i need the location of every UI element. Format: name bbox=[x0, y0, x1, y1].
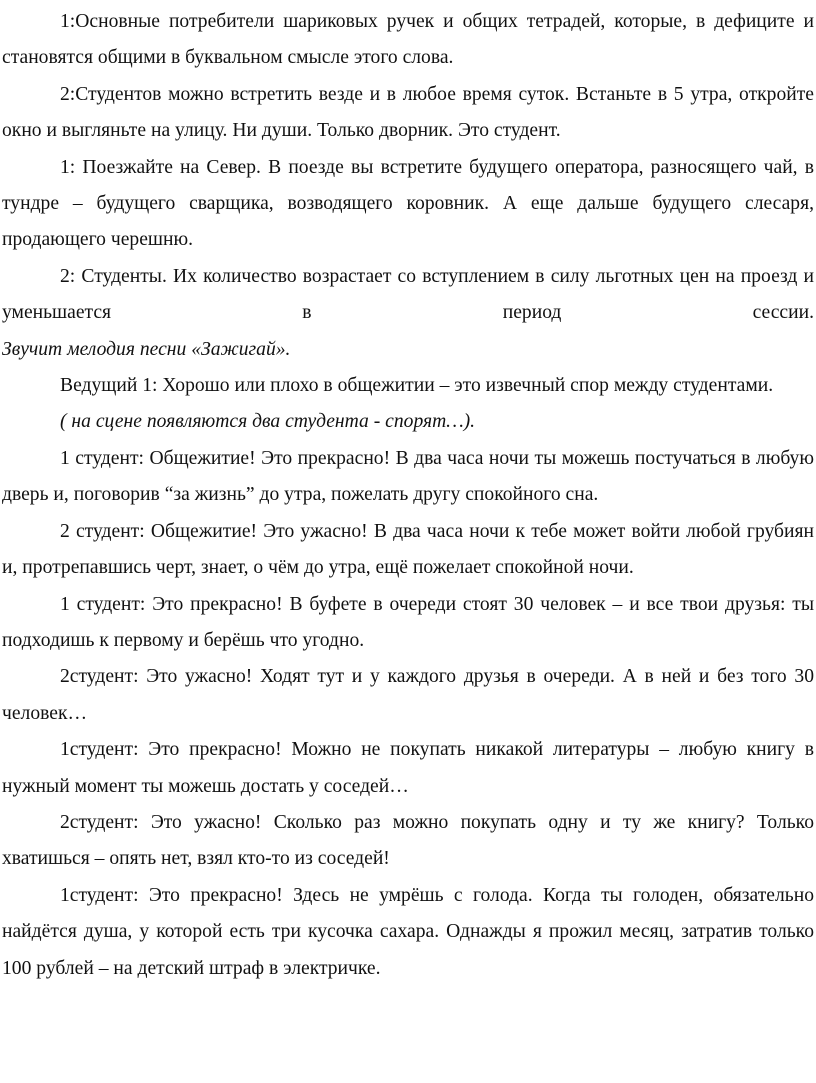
stage-direction-melody: Звучит мелодия песни «Зажигай». bbox=[2, 338, 291, 360]
dialogue-line-7: 1студент: Это прекрасно! Здесь не умрёшь с голода. Когда ты голоден, обязательно найдётся душа, у которой есть три кусочка сахара. Однажды я прожил месяц, затратив только 100 рублей – на детский штраф в электричке. bbox=[2, 884, 814, 979]
dialogue-line-6: 2студент: Это ужасно! Сколько раз можно покупать одну и ту же книгу? Только хватишься – опять нет, взял кто-то из соседей! bbox=[2, 811, 814, 870]
paragraph-host-1: Ведущий 1: Хорошо или плохо в общежитии – это извечный спор между студентами. bbox=[60, 375, 774, 397]
dialogue-line-3: 1 студент: Это прекрасно! В буфете в очереди стоят 30 человек – и все твои друзья: ты подходишь к первому и берёшь что угодно. bbox=[2, 593, 814, 651]
stage-direction-students: ( на сцене появляются два студента - спорят…). bbox=[60, 411, 476, 433]
paragraph-2: 2:Студентов можно встретить везде и в любое время суток. Встаньте в 5 утра, откройте окно и выгляньте на улицу. Ни души. Только дворник. Это студент. bbox=[2, 83, 814, 142]
dialogue-line-5: 1студент: Это прекрасно! Можно не покупать никакой литературы – любую книгу в нужный момент ты можешь достать у соседей… bbox=[2, 739, 814, 797]
dialogue-line-4: 2студент: Это ужасно! Ходят тут и у каждого друзья в очереди. А в ней и без того 30 человек… bbox=[2, 666, 814, 724]
paragraph-1: 1:Основные потребители шариковых ручек и общих тетрадей, которые, в дефиците и становятся общими в буквальном смысле этого слова. bbox=[2, 11, 814, 69]
dialogue-line-2: 2 студент: Общежитие! Это ужасно! В два часа ночи к тебе может войти любой грубиян и, протрепавшись черт, знает, о чём до утра, ещё пожелает спокойной ночи. bbox=[2, 520, 814, 579]
dialogue-line-1: 1 студент: Общежитие! Это прекрасно! В два часа ночи ты можешь постучаться в любую дверь и, поговорив “за жизнь” до утра, пожелать другу спокойного сна. bbox=[2, 447, 814, 506]
paragraph-4: 2: Студенты. Их количество возрастает со вступлением в силу льготных цен на проезд и уменьшается в период сессии. bbox=[2, 265, 814, 324]
paragraph-3: 1: Поезжайте на Север. В поезде вы встретите будущего оператора, разносящего чай, в тундре – будущего сварщика, возводящего коровник. А еще дальше будущего слесаря, продающего черешню. bbox=[2, 156, 814, 251]
